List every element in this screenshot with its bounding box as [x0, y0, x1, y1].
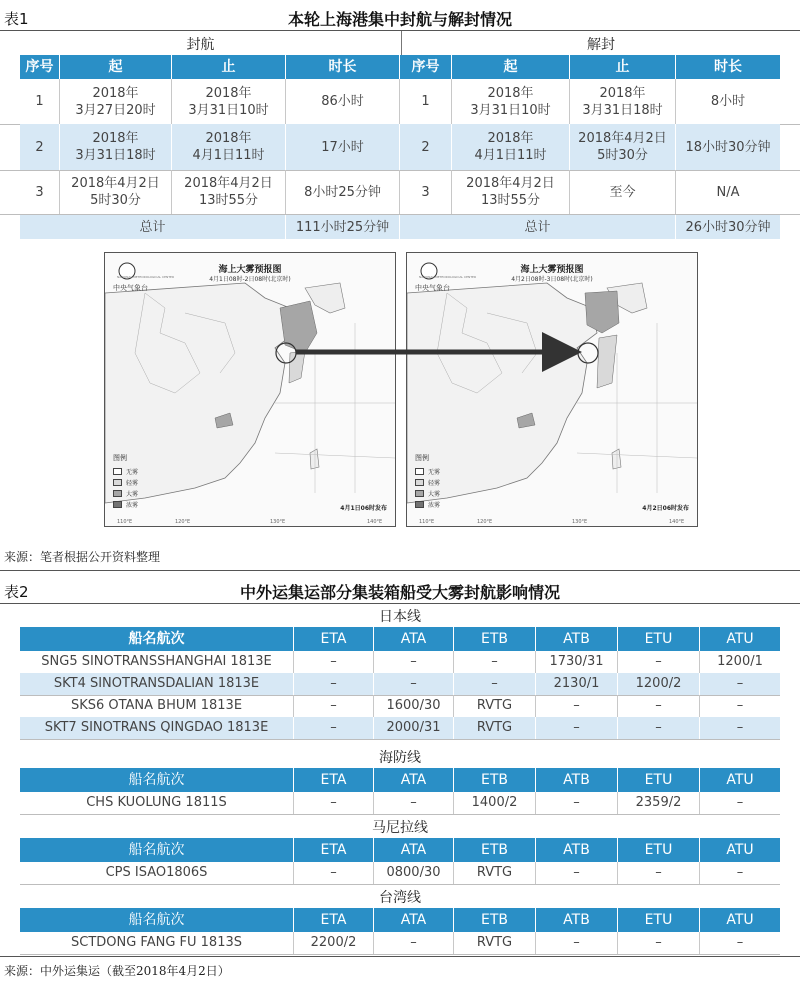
table2-cell: –: [536, 695, 618, 717]
table2-header-cell: ATA: [374, 908, 454, 932]
table2-cell: –: [736, 676, 744, 691]
table1-cell: 2018年 4月1日11时: [452, 124, 570, 170]
table1-cell: 2018年 4月1日11时: [172, 124, 286, 170]
table2-header-cell: ATB: [536, 908, 618, 932]
table2-row-divider: [20, 814, 780, 815]
table2-header: [20, 908, 780, 932]
table2-row: [20, 717, 780, 739]
table2-row: [20, 792, 780, 814]
table1-cell: 1: [400, 79, 452, 124]
table2-cell: –: [374, 673, 454, 695]
table1-total-value: 26小时30分钟: [685, 219, 771, 235]
table1-cell: 2: [400, 124, 452, 170]
table1-title: 本轮上海港集中封航与解封情况: [287, 10, 512, 29]
table2-cell: –: [294, 717, 374, 739]
longitude-label: 110°E: [419, 519, 435, 525]
table1-cell: 2018年 3月31日10时: [452, 79, 570, 124]
table1-cell: 3: [400, 170, 452, 214]
table2-cell: –: [374, 792, 454, 814]
table2-header-cell: ATU: [726, 912, 754, 928]
table1-total-value: 111小时25分钟: [286, 215, 400, 239]
table1-cell: 3: [20, 170, 60, 214]
table1-header-cell: 序号: [20, 55, 60, 79]
table1-cell: 2018年4月2日 5时30分: [60, 170, 172, 214]
longitude-label: 120°E: [477, 519, 493, 525]
table2-header: [20, 768, 780, 792]
longitude-label: 140°E: [367, 519, 383, 525]
table2-cell: –: [374, 932, 454, 954]
legend-label: 大雾: [428, 491, 441, 498]
table2-cell: –: [618, 932, 700, 954]
table2-cell: –: [736, 865, 744, 880]
table1-header-cell: 序号: [400, 55, 452, 79]
table2-header-cell: ATB: [536, 627, 618, 651]
table2-header-cell: ATU: [726, 631, 754, 647]
table1-cell: 2: [20, 124, 60, 170]
table2-cell: –: [536, 862, 618, 884]
table1-cell: 至今: [570, 170, 676, 214]
table2-cell: –: [294, 695, 374, 717]
table2-cell: –: [294, 673, 374, 695]
table2-cell: –: [454, 673, 536, 695]
longitude-label: 120°E: [175, 519, 191, 525]
longitude-label: 130°E: [572, 519, 588, 525]
table2-header-cell: ATB: [536, 768, 618, 792]
source-note-1: 来源：笔者根据公开资料整理: [4, 550, 161, 564]
table1-header-cell: 起: [452, 55, 570, 79]
group-head-reopen: 解封: [587, 37, 615, 53]
table1-cell: 2018年4月2日 5时30分: [570, 124, 676, 170]
table1-cell: 18小时30分钟: [685, 139, 771, 155]
table2-cell: –: [536, 792, 618, 814]
table2-header: [20, 627, 780, 651]
table1-header-cell: 起: [60, 55, 172, 79]
table1-cell: 1: [20, 79, 60, 124]
longitude-label: 140°E: [669, 519, 685, 525]
map-subtitle: 4月1日08时-2日08时(北京时): [209, 276, 291, 283]
table1-cell: 8小时25分钟: [286, 170, 400, 214]
table2-cell: –: [294, 651, 374, 673]
table2-section-name: 台湾线: [379, 890, 421, 906]
table2-header-cell: ETB: [454, 768, 536, 792]
table2-cell: –: [736, 935, 744, 950]
table2-cell: RVTG: [454, 932, 536, 954]
vessel-voyage: SKT7 SINOTRANS QINGDAO 1813E: [20, 717, 294, 739]
table2-header-cell: ETB: [454, 908, 536, 932]
table2-cell: –: [618, 717, 700, 739]
longitude-label: 110°E: [117, 519, 133, 525]
table2-cell: 1200/2: [618, 673, 700, 695]
table2-cell: 1600/30: [374, 695, 454, 717]
table2-header-cell: ETU: [618, 838, 700, 862]
map-org-english: NATIONAL METEOROLOGICAL CENTER: [419, 275, 477, 279]
table2-header-cell: 船名航次: [20, 768, 294, 792]
legend-label: 轻雾: [428, 480, 441, 487]
table1-header-cell: 时长: [286, 55, 400, 79]
table2-cell: –: [618, 651, 700, 673]
legend-label: 无雾: [428, 469, 441, 476]
table2-header-cell: 船名航次: [20, 908, 294, 932]
table1-cell: 2018年 3月27日20时: [60, 79, 172, 124]
table2-cell: RVTG: [454, 862, 536, 884]
vessel-voyage: SKT4 SINOTRANSDALIAN 1813E: [20, 673, 294, 695]
table1-cell: 2018年 3月31日18时: [570, 79, 676, 124]
table2-header-cell: ETB: [454, 838, 536, 862]
table2-cell: RVTG: [454, 717, 536, 739]
table2-cell: 2000/31: [374, 717, 454, 739]
table2-cell: –: [736, 698, 744, 713]
map-subtitle: 4月2日08时-3日08时(北京时): [511, 276, 593, 283]
table2-header-cell: ETA: [294, 908, 374, 932]
longitude-label: 130°E: [270, 519, 286, 525]
map-org-english: NATIONAL METEOROLOGICAL CENTER: [117, 275, 175, 279]
vessel-voyage: CHS KUOLUNG 1811S: [20, 792, 294, 814]
table1-header-cell: 时长: [714, 59, 742, 75]
table2-cell: 1730/31: [536, 651, 618, 673]
table2-header-cell: ETA: [294, 768, 374, 792]
table2-cell: –: [536, 717, 618, 739]
map-issued-time: 4月1日06时发布: [340, 505, 387, 512]
table2-section-name: 日本线: [379, 609, 421, 625]
table1-cell: 8小时: [710, 94, 746, 109]
table1-header-cell: 止: [172, 55, 286, 79]
table1-total-label: 总计: [20, 215, 286, 239]
vessel-voyage: SNG5 SINOTRANSSHANGHAI 1813E: [20, 651, 294, 673]
group-head-closure: 封航: [186, 37, 215, 53]
table2-top-rule-a: [0, 570, 800, 571]
table2-header-cell: ETU: [618, 908, 700, 932]
vessel-voyage: CPS ISAO1806S: [20, 862, 294, 884]
table2-header-cell: ETU: [618, 627, 700, 651]
table1-cell: 86小时: [286, 79, 400, 124]
legend-label: 大雾: [126, 491, 139, 498]
table2-header-cell: ETA: [294, 838, 374, 862]
table1-label: 表1: [4, 10, 29, 28]
table2-header: [20, 838, 780, 862]
table2-section-name: 马尼拉线: [372, 820, 428, 836]
table2-cell: –: [374, 651, 454, 673]
table2-cell: 0800/30: [374, 862, 454, 884]
table1-header-cell: 止: [570, 55, 676, 79]
table2-header-cell: ATA: [374, 627, 454, 651]
table1-cell: 2018年4月2日 13时55分: [452, 170, 570, 214]
table2-title-row: [0, 577, 800, 603]
table2-header-cell: ATU: [726, 772, 754, 788]
table2-cell: 1200/1: [717, 654, 763, 669]
table1-cell: 2018年 3月31日18时: [60, 124, 172, 170]
legend-label: 轻雾: [126, 480, 139, 487]
table2-cell: RVTG: [454, 695, 536, 717]
table2-header-cell: ATU: [726, 842, 754, 858]
table2-row: [20, 695, 780, 717]
table2-header-cell: 船名航次: [20, 838, 294, 862]
table1-cell: 2018年 3月31日10时: [172, 79, 286, 124]
legend-title: 图例: [415, 454, 429, 462]
table2-title: 中外运集运部分集装箱船受大雾封航影响情况: [239, 583, 560, 602]
table2-header-cell: ETB: [454, 627, 536, 651]
map-org-name: 中央气象台: [113, 284, 148, 292]
table2-cell: 2200/2: [294, 932, 374, 954]
table2-header-cell: ATA: [374, 838, 454, 862]
legend-label: 浓雾: [126, 502, 139, 509]
table2-cell: –: [736, 795, 744, 810]
source-note-2: 来源：中外运集运（截至2018年4月2日）: [4, 964, 230, 978]
legend-label: 浓雾: [428, 502, 441, 509]
table2-row: [20, 862, 780, 884]
legend-title: 图例: [113, 454, 127, 462]
table2-row-divider: [20, 884, 780, 885]
table2-section-name: 海防线: [379, 750, 421, 766]
table2-row-divider: [20, 739, 780, 740]
vessel-voyage: SCTDONG FANG FU 1813S: [20, 932, 294, 954]
map-title: 海上大雾预报图: [218, 265, 282, 275]
table2-cell: –: [736, 720, 744, 735]
table2-cell: 2359/2: [618, 792, 700, 814]
table2-cell: 2130/1: [536, 673, 618, 695]
vessel-voyage: SKS6 OTANA BHUM 1813E: [20, 695, 294, 717]
map-title: 海上大雾预报图: [520, 265, 584, 275]
table1-cell: 2018年4月2日 13时55分: [172, 170, 286, 214]
table2-cell: 1400/2: [454, 792, 536, 814]
table2-row: [20, 651, 780, 673]
table2-header-cell: ETU: [618, 768, 700, 792]
table2-row: [20, 673, 780, 695]
table2-row: [20, 932, 780, 954]
table2-header-cell: ATB: [536, 838, 618, 862]
legend-label: 无雾: [126, 469, 139, 476]
map-issued-time: 4月2日06时发布: [642, 505, 689, 512]
table2-cell: –: [454, 651, 536, 673]
table2-cell: –: [294, 792, 374, 814]
map-org-name: 中央气象台: [415, 284, 450, 292]
table1-total-label: 总计: [400, 215, 676, 239]
table2-cell: –: [618, 695, 700, 717]
table2-cell: –: [618, 862, 700, 884]
table2-cell: –: [536, 932, 618, 954]
table2-row-divider: [20, 954, 780, 955]
table2-header-cell: ATA: [374, 768, 454, 792]
table2-header-cell: ETA: [294, 627, 374, 651]
table1-cell: N/A: [716, 184, 740, 200]
table1-cell: 17小时: [286, 124, 400, 170]
table2-label: 表2: [4, 583, 29, 601]
table2-bottom-rule: [0, 956, 800, 957]
table2-cell: –: [294, 862, 374, 884]
table2-top-rule-b: [0, 603, 800, 604]
table2-header-cell: 船名航次: [20, 627, 294, 651]
